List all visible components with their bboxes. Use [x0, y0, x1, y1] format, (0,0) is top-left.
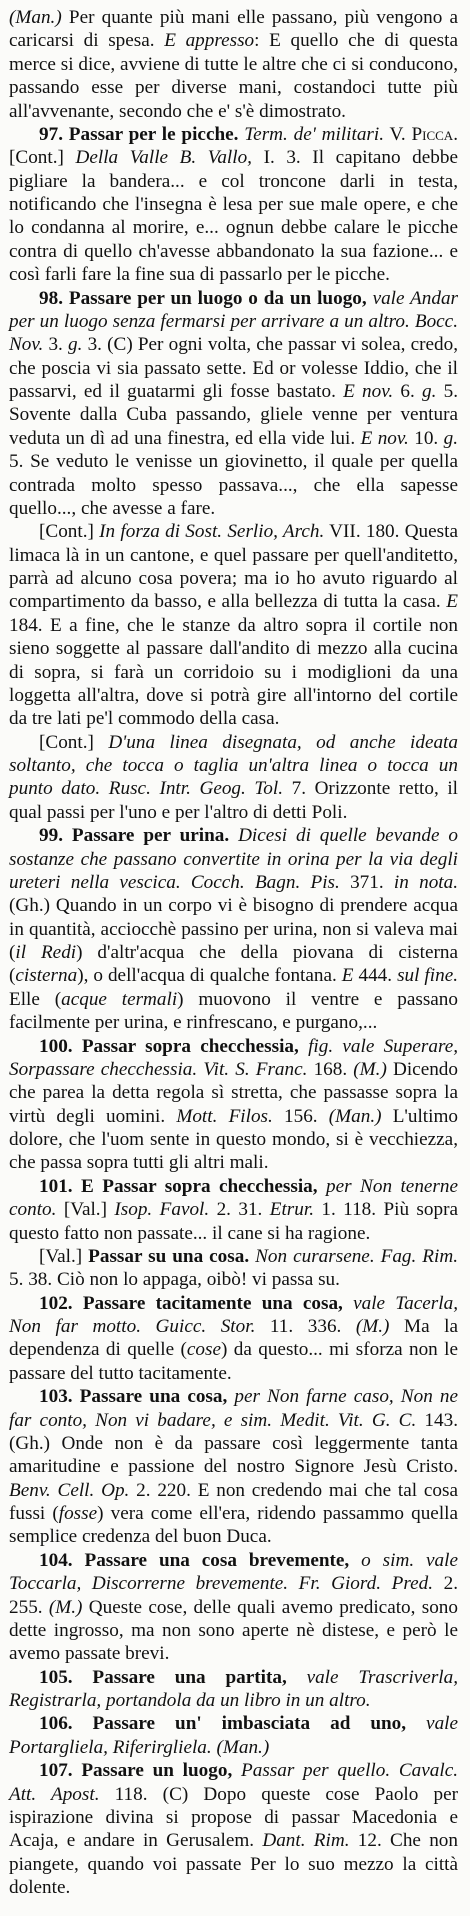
body-text: 168. [307, 1058, 354, 1080]
italic-text: vale Trascriverla, Registrarla, portandola da un libro in un altro. [9, 1666, 459, 1711]
body-text: (Gh.) Quando in un corpo vi è bisogno di prendere acqua in quantità, acciocchè passino per urina, non si valeva mai ( [9, 895, 458, 963]
italic-text: E appresso [164, 30, 255, 52]
body-text: 156. [272, 1105, 329, 1127]
body-text: [Val.] [56, 1199, 115, 1221]
body-text: 444. [353, 965, 398, 987]
dictionary-entry [9, 287, 458, 521]
entry-headword: 107. Passare un luogo, [39, 1760, 233, 1782]
body-text: ) muovono il ventre e passano facilmente per urina, e rinfrescano, e purgano,... [9, 988, 458, 1034]
italic-text: o sim. vale Toccarla, Discorrerne brevemente. Fr. Giord. Pred. [9, 1549, 458, 1595]
body-text [287, 1667, 307, 1688]
body-text: 3. [43, 334, 69, 356]
entry-headword: 104. Passare una cosa brevemente, [39, 1549, 350, 1571]
italic-text: per Non tenerne conto. [9, 1175, 459, 1221]
italic-text: fig. vale Superare, Sorpassare checchessia. Vit. S. Franc. [9, 1035, 459, 1080]
body-text: ) vera come ell'era, ridendo passammo quella semplice credenza del buon Duca. [9, 1503, 458, 1548]
body-text: 12. Che non piangete, quando voi passate Per lo suo mezzo la città dolente. [9, 1830, 458, 1898]
body-text: ), o dell'acqua di qualche fontana. [77, 965, 342, 987]
italic-text: (M.) [353, 1058, 387, 1080]
body-text [349, 1550, 361, 1571]
italic-text: Term. de' militari. [244, 123, 385, 145]
italic-text: g. [422, 381, 437, 402]
body-text: 184. E a fine, che le stanze da altro sopra il cortile non sieno soggette al passare dall'andito di mezzo alla cucina di sopra, si farà un corridoio su i modiglioni da una loggetta all'altra, dove si potrà gire all'intorno del cortile da tre lati pe'l commodo della casa. [9, 614, 458, 730]
italic-text: vale Portargliela, Riferirgliela. (Man.) [9, 1713, 459, 1758]
body-text: 10. [408, 427, 444, 449]
dictionary-entry [9, 1385, 458, 1549]
dictionary-entry [9, 1666, 458, 1713]
italic-text: (M.) [355, 1316, 390, 1337]
italic-text: g. [68, 334, 83, 356]
body-text: V. [384, 123, 412, 145]
body-text: . [Cont.] [9, 123, 458, 169]
italic-text: in nota. [393, 871, 459, 893]
dictionary-entry [9, 1712, 458, 1759]
body-text: 2. 255. [9, 1573, 458, 1618]
dictionary-entry [9, 731, 458, 825]
italic-text: Dant. Rim. [262, 1830, 350, 1852]
body-text: ) da questo... mi sforza non le passare del tutto tacitamente. [9, 1339, 458, 1384]
italic-text: il Redi [15, 942, 77, 963]
body-text: 3. (C) Per ogni volta, che passar vi solea, credo, che poscia vi sia passato sette. Ed or volesse Iddio, che il passarvi, ed il guatarmi gli fosse bastato. [9, 334, 459, 402]
body-text: [Val.] [39, 1245, 89, 1267]
body-text [343, 1293, 353, 1314]
italic-text: E [341, 965, 354, 987]
italic-text: (M.) [48, 1596, 83, 1618]
entry-headword: 103. Passare una cosa, [39, 1386, 228, 1408]
body-text: [Cont.] [39, 731, 109, 753]
dictionary-entry [9, 1759, 458, 1899]
body-text: [Cont.] [39, 521, 100, 543]
italic-text: E nov. [360, 427, 409, 449]
body-text: 118. (C) Dopo queste cose Paolo per ispirazione divina si propose di passar Macedonia e Acaja, e andare in Gerusalem. [9, 1783, 458, 1852]
body-text: 6. [393, 381, 422, 402]
entry-headword: Passar su una cosa. [88, 1245, 250, 1267]
italic-text: E [446, 591, 458, 613]
small-caps-text: Picca [411, 123, 454, 145]
italic-text: cisterna [15, 965, 78, 987]
body-text [318, 1176, 326, 1197]
italic-text: sul fine. [397, 965, 459, 987]
italic-text: per Non farne caso, Non ne far conto, Non vi badare, e sim. Medit. Vit. G. C. [9, 1386, 458, 1431]
italic-text: Mott. Filos. [176, 1105, 273, 1127]
italic-text: acque termali [61, 988, 178, 1010]
entry-headword: 99. Passare per urina. [39, 825, 230, 847]
italic-text: (Man.) [9, 7, 62, 28]
body-text [229, 825, 238, 846]
body-text: 371. [339, 871, 394, 893]
italic-text: Passar per quello. Cavalc. Att. Apost. [9, 1760, 459, 1805]
entry-headword: 100. Passar sopra checchessia, [39, 1035, 299, 1057]
body-text: Per quante più mani elle passano, più vengono a caricarsi di spesa. [9, 7, 458, 52]
italic-text: g. [443, 427, 459, 449]
dictionary-entry [9, 1175, 458, 1245]
body-text: I. 3. Il capitano debbe pigliare la bandera... e col troncone darli in testa, notificando che l'insegna è lesa per sue male opere, e che lo condanna al morire, e... ognun debbe calare le picche contra di quello ch'avesse abbandonato la sua fazione... e così farli fare la fine sua di passarlo per le picche. [9, 147, 458, 286]
body-text: 7. Orizzonte retto, il qual passi per l'uno e per l'altro di detti Poli. [9, 778, 458, 823]
body-text: 2. 220. E non credendo mai che tal cosa fussi ( [9, 1479, 458, 1524]
dictionary-entry [9, 824, 458, 1034]
italic-text: Etrur. [269, 1199, 314, 1221]
italic-text: vale Andar per un luogo senza fermarsi per arrivare a un altro. Bocc. Nov. [9, 287, 459, 356]
body-text: VII. 180. Questa limaca là in un cantone, e quel passare per quell'anditetto, parrà ad alcuno cosa povera; ma io ho avuto riguardo al compartimento da basso, e alla bellezza di tutta la casa. [9, 521, 458, 613]
dictionary-entry [9, 1549, 458, 1666]
italic-text: Non curarsene. Fag. Rim. [255, 1245, 458, 1267]
italic-text: Della Valle B. Vallo, [75, 147, 252, 169]
body-text: ) d'altr'acqua che della piovana di cisterna ( [9, 942, 458, 987]
body-text [232, 1760, 241, 1781]
italic-text: (Man.) [328, 1105, 382, 1127]
italic-text: In forza di Sost. Serlio, Arch. [99, 521, 325, 543]
body-text: Queste cose, delle quali avemo predicato, sono dette ingrosso, ma non sono aperte nè distese, e però le avemo passate brevi. [9, 1596, 458, 1665]
body-text: 143. (Gh.) Onde non è da passare così leggermente tanta amaritudine e passione del nostro Signore Jesù Cristo. [9, 1409, 458, 1478]
dictionary-entry [9, 1245, 458, 1292]
body-text: L'ultimo dolore, che l'uom sente in questo mondo, si è vecchiezza, che passa sopra tutti gli altri mali. [9, 1105, 458, 1174]
body-text: 5. 38. Ciò non lo appaga, oibò! vi passa su. [9, 1269, 340, 1291]
entry-headword: 105. Passare una partita, [39, 1666, 287, 1688]
body-text: Dicendo che parea la detta regola sì stretta, che passasse sopra la virtù degli uomini. [9, 1058, 458, 1127]
body-text: 1. 118. Più sopra questo fatto non passate... il cane si ha ragione. [9, 1199, 458, 1244]
dictionary-entry [9, 123, 458, 287]
italic-text: E nov. [343, 381, 394, 402]
italic-text: Benv. Cell. Op. [9, 1479, 130, 1501]
body-text: 5. Se veduto le venisse un giovinetto, il quale per quella contrada molto spesso passava..., che ella sapesse quello..., che avesse a fare. [9, 451, 458, 519]
body-text [299, 1036, 308, 1057]
italic-text: fosse [58, 1503, 98, 1524]
body-text: Ma la dependenza di quelle ( [9, 1316, 458, 1361]
dictionary-entry [9, 6, 458, 123]
body-text: : E quello che di questa merce si dice, avviene di tutte le altre che ci si conducono, passando esse per diverse mani, costandoci tutte più all'avvenante, secondo che e' s'è dimostrato. [9, 30, 458, 122]
entry-headword: 102. Passare tacitamente una cosa, [39, 1292, 343, 1314]
italic-text: Dicesi di quelle bevande o sostanze che passano convertite in orina per la via degli ureteri nella vescica. Cocch. Bagn. Pis. [9, 825, 459, 893]
dictionary-entry [9, 1292, 458, 1386]
entry-headword: 97. Passar per le picche. [39, 123, 239, 145]
italic-text: Isop. Favol. [114, 1199, 210, 1221]
italic-text: cose [186, 1339, 221, 1361]
body-text: Elle ( [9, 988, 62, 1010]
body-text: 11. 336. [255, 1316, 356, 1337]
entry-headword: 98. Passare per un luogo o da un luogo, [39, 287, 367, 309]
dictionary-entry [9, 1035, 458, 1175]
body-text: 2. 31. [209, 1199, 270, 1221]
entry-headword: 101. E Passar sopra checchessia, [39, 1175, 318, 1197]
dictionary-entry [9, 520, 458, 730]
italic-text: D'una linea disegnata, od anche ideata soltanto, che tocca o taglia un'altra linea o tocca un punto dato. Rusc. Intr. Geog. Tol. [9, 731, 458, 800]
entry-headword: 106. Passare un' imbasciata ad uno, [39, 1713, 407, 1735]
body-text [406, 1713, 426, 1734]
body-text: 5. Sovente dalla Cuba passando, gliele venne per ventura veduta un dì ad una finestra, ed ella vide lui. [9, 381, 459, 449]
italic-text: vale Tacerla, Non far motto. Guicc. Stor. [9, 1292, 458, 1337]
